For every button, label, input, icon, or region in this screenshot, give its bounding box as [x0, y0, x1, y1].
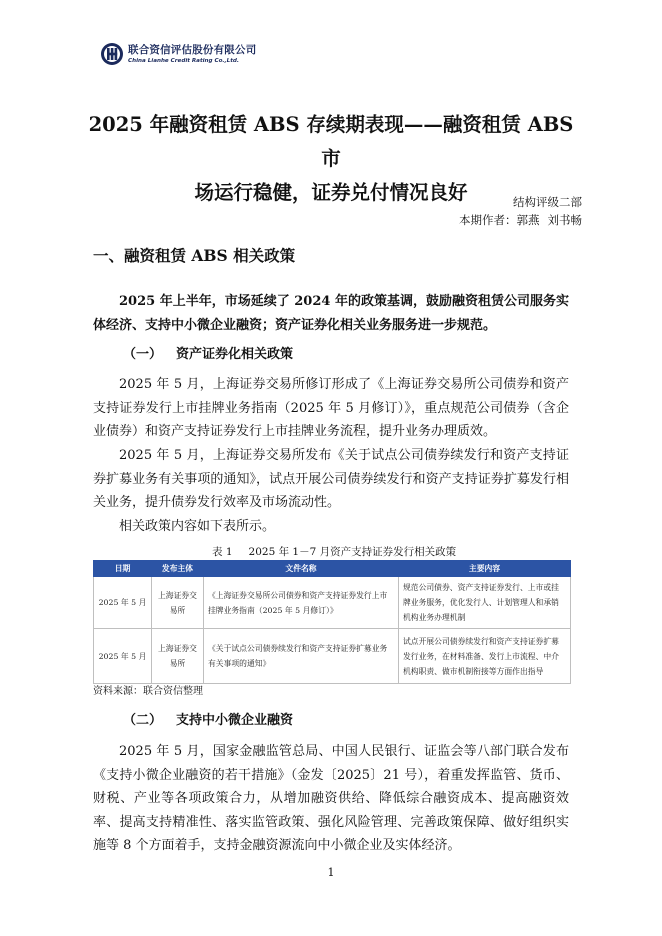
subsection-2-heading: [123, 711, 293, 731]
table-row: [94, 577, 571, 629]
cell-document: 《上海证券交易所公司债券和资产支持证券发行上市挂牌业务指南（2025 年 5 月修订）》: [204, 577, 399, 629]
paragraph-table-intro: 相关政策内容如下表所示。: [119, 519, 276, 534]
company-name-cn: 联合资信评估股份有限公司: [128, 43, 257, 56]
authors-label: 本期作者：郭燕: [459, 213, 540, 227]
header-date: 日期: [94, 561, 152, 577]
table-caption: [212, 545, 456, 559]
table-header-row: [94, 561, 571, 577]
policy-table: [93, 560, 571, 684]
subsection-1-label: 资产证券化相关政策: [176, 347, 294, 362]
section-1-heading: 一、融资租赁 ABS 相关政策: [93, 246, 296, 265]
title-line-1: 2025 年融资租赁 ABS 存续期表现——融资租赁 ABS 市: [88, 113, 574, 170]
cell-issuer: 上海证券交易所: [152, 629, 204, 684]
report-title: [80, 108, 582, 210]
lianhe-logo-icon: [100, 42, 124, 66]
header-issuer: 发布主体: [152, 561, 204, 577]
company-logo: [100, 42, 256, 66]
table-row: [94, 629, 571, 684]
subsection-2-number: （二）: [123, 713, 163, 728]
department: 结构评级二部: [513, 195, 582, 209]
section-1-intro: 2025 年上半年，市场延续了 2024 年的政策基调，鼓励融资租赁公司服务实体经济、支持中小微企业融资；资产证券化相关业务服务进一步规范。: [93, 294, 569, 333]
table-source: 资料来源：联合资信整理: [93, 686, 203, 697]
cell-content: 规范公司债券、资产支持证券发行、上市或挂牌业务服务，优化发行人、计划管理人和承销机构业务办理机制: [399, 577, 571, 629]
cell-content: 试点开展公司债券续发行和资产支持证券扩募发行业务，在材料准备、发行上市流程、中介机构职责、做市机制衔接等方面作出指导: [399, 629, 571, 684]
paragraph-sse-notice: 2025 年 5 月，上海证券交易所发布《关于试点公司债券续发行和资产支持证券扩募业务有关事项的通知》，试点开展公司债券续发行和资产支持证券扩募发行相关业务，提升债券发行效率及市场流动性。: [93, 448, 569, 510]
title-line-2: 场运行稳健，证券兑付情况良好: [194, 181, 468, 204]
authors: [451, 211, 582, 229]
cell-document: 《关于试点公司债券续发行和资产支持证券扩募业务有关事项的通知》: [204, 629, 399, 684]
paragraph-sse-guide: 2025 年 5 月，上海证券交易所修订形成了《上海证券交易所公司债券和资产支持证券发行上市挂牌业务指南（2025 年 5 月修订）》，重点规范公司债券（含企业债券）和资产支持证券发行上市挂牌业务流程，提升业务办理质效。: [93, 377, 569, 439]
cell-date: 2025 年 5 月: [94, 629, 152, 684]
header-content: 主要内容: [399, 561, 571, 577]
table-caption-number: 表 1: [212, 546, 233, 558]
paragraph-smes-measures: 2025 年 5 月，国家金融监管总局、中国人民银行、证监会等八部门联合发布《支持小微企业融资的若干措施》（金发〔2025〕21 号），着重发挥监管、货币、财税、产业等各项政策合力，从增加融资供给、降低综合融资成本、提高融资效率、提高支持精准性、落实监管政策、强化风险管理、完善政策保障、做好组织实施等 8 个方面着手，支持金融资源流向中小微企业及实体经济。: [93, 744, 569, 853]
company-name-en: China Lianhe Credit Rating Co.,Ltd.: [128, 57, 240, 64]
author-2: 刘书畅: [547, 213, 582, 227]
page-number: 1: [327, 866, 335, 879]
table-caption-text: 2025 年 1－7 月资产支持证券发行相关政策: [248, 546, 457, 558]
subsection-1-number: （一）: [123, 347, 163, 362]
header-document: 文件名称: [204, 561, 399, 577]
cell-issuer: 上海证券交易所: [152, 577, 204, 629]
subsection-1-heading: [123, 345, 293, 365]
cell-date: 2025 年 5 月: [94, 577, 152, 629]
subsection-2-label: 支持中小微企业融资: [176, 713, 294, 728]
